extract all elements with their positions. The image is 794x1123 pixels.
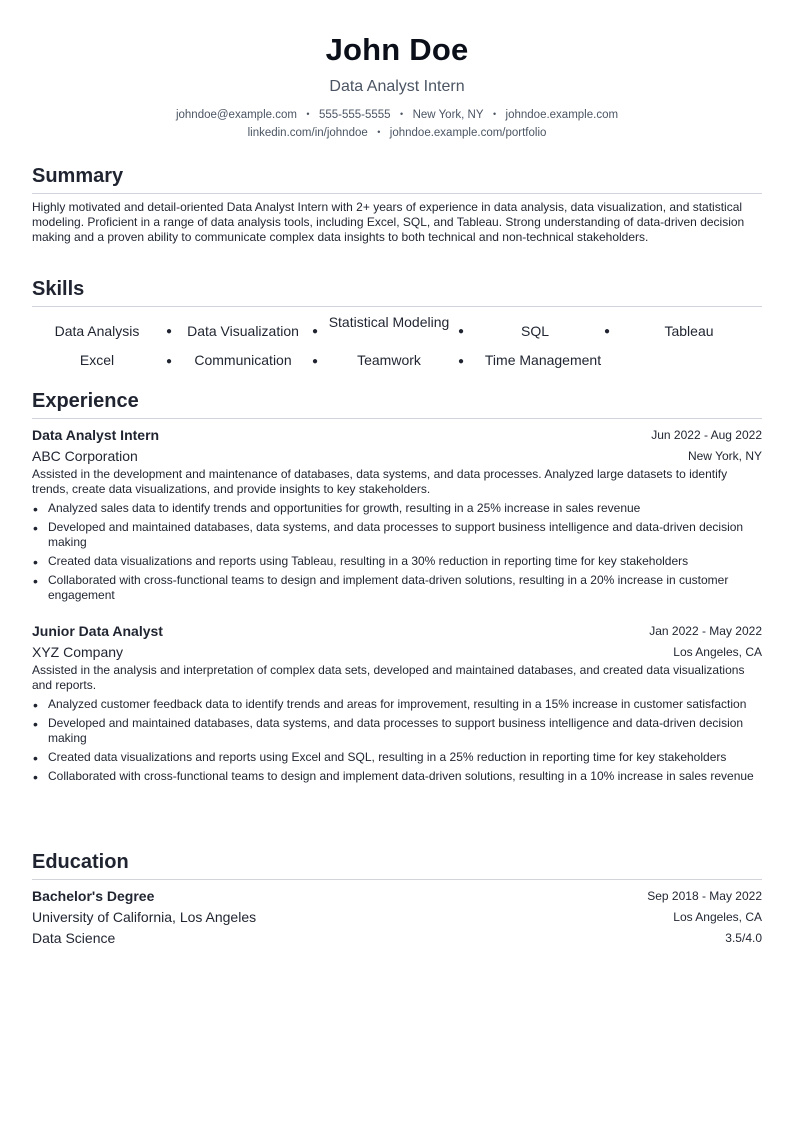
contact-line-1 (32, 107, 762, 123)
job-location: New York, NY (687, 449, 762, 463)
skills-row (32, 314, 762, 348)
list-item: • Collaborated with cross-functional teams to design and implement data-driven solutions, resulting in a 10% increase in sales revenue (32, 769, 762, 784)
job-description: Assisted in the development and maintenance of databases, data systems, and data processes. Analyzed large datasets to identify trends, create data visualizations, and provide insights to key stakeholders. (32, 467, 728, 496)
separator-dot: ● (458, 356, 465, 367)
separator-dot: • (377, 127, 381, 137)
list-item: • Collaborated with cross-functional teams to design and implement data-driven solutions, resulting in a 20% increase in customer engagement (32, 573, 762, 603)
contact-phone[interactable]: 555-555-5555 (318, 109, 391, 121)
job-dates: Jun 2022 - Aug 2022 (651, 428, 762, 442)
list-item: • Analyzed customer feedback data to identify trends and areas for improvement, resulting in a 15% increase in customer satisfaction (32, 697, 762, 712)
job-title: Data Analyst Intern (32, 427, 160, 443)
experience-entry (32, 621, 762, 788)
skill-item: Data Visualization (187, 323, 299, 339)
separator-dot: ● (458, 326, 465, 337)
separator-dot: ● (166, 326, 173, 337)
contact-location: New York, NY (412, 109, 484, 121)
list-item: • Developed and maintained databases, data systems, and data processes to support business intelligence and data-driven decision making (32, 716, 762, 746)
job-dates: Jan 2022 - May 2022 (649, 624, 762, 638)
experience-entry (32, 425, 762, 607)
company-name: ABC Corporation (32, 448, 138, 464)
education-dates: Sep 2018 - May 2022 (647, 889, 762, 903)
skill-item: Data Analysis (54, 323, 140, 339)
skill-item: Excel (79, 352, 115, 368)
skills-row (32, 352, 762, 386)
skill-item: Tableau (664, 323, 714, 339)
list-item: • Analyzed sales data to identify trends and opportunities for growth, resulting in a 25% increase in sales revenue (32, 501, 762, 516)
skill-item: SQL (520, 323, 549, 339)
candidate-role: Data Analyst Intern (329, 78, 465, 95)
separator-dot: ● (312, 356, 319, 367)
separator-dot: ● (166, 356, 173, 367)
education-entry (32, 886, 762, 949)
list-item: • Created data visualizations and reports using Tableau, resulting in a 30% reduction in reporting time for key stakeholders (32, 554, 762, 569)
separator-dot: • (492, 109, 497, 119)
company-name: XYZ Company (32, 644, 124, 660)
separator-dot: ● (604, 326, 611, 337)
skill-item: Communication (194, 352, 292, 368)
list-item: • Created data visualizations and reports using Excel and SQL, resulting in a 25% reduction in reporting time for key stakeholders (32, 750, 762, 765)
job-location: Los Angeles, CA (673, 645, 762, 659)
job-title: Junior Data Analyst (32, 623, 163, 639)
education-heading: Education (32, 850, 762, 880)
school-name: University of California, Los Angeles (32, 909, 257, 925)
experience-heading: Experience (32, 389, 762, 419)
separator-dot: ● (312, 326, 319, 337)
list-item: • Developed and maintained databases, data systems, and data processes to support business intelligence and data-driven decision making (32, 520, 762, 550)
skill-item: Time Management (484, 352, 602, 368)
skills-heading: Skills (32, 277, 762, 307)
contact-email[interactable]: johndoe@example.com (175, 109, 297, 121)
summary-text: Highly motivated and detail-oriented Data Analyst Intern with 2+ years of experience in data analysis, data visualization, and statistical modeling. Proficient in a range of data analysis tools, including Excel, SQL, and Tableau. Strong understanding of data-driven decision making and a proven ability to communicate complex data insights to both technical and non-technical stakeholders. (32, 200, 745, 244)
school-location: Los Angeles, CA (673, 910, 762, 924)
skill-item: Teamwork (357, 352, 421, 368)
degree: Bachelor's Degree (32, 888, 155, 904)
contact-website[interactable]: johndoe.example.com (505, 109, 619, 121)
job-description: Assisted in the analysis and interpretation of complex data sets, developed and maintained databases, and created data visualizations and reports. (32, 663, 745, 692)
skill-item: Statistical Modeling (328, 314, 450, 330)
job-bullets (32, 697, 762, 784)
candidate-name: John Doe (325, 32, 469, 67)
contact-linkedin[interactable]: linkedin.com/in/johndoe (247, 127, 368, 139)
summary-heading: Summary (32, 164, 762, 194)
contact-portfolio[interactable]: johndoe.example.com/portfolio (389, 127, 547, 139)
contact-line-2 (32, 125, 762, 141)
field-of-study: Data Science (32, 930, 116, 946)
gpa: 3.5/4.0 (725, 931, 762, 945)
separator-dot: • (400, 109, 404, 119)
job-bullets (32, 501, 762, 603)
separator-dot: • (306, 109, 310, 119)
